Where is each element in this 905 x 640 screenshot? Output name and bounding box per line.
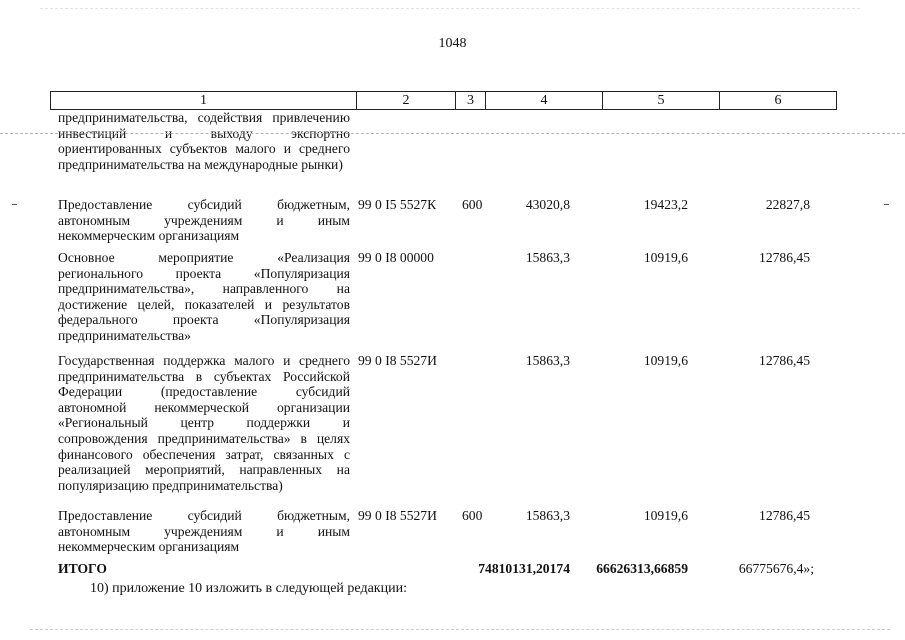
row-value-2: 10919,6 xyxy=(643,250,688,265)
header-col-1: 1 xyxy=(51,92,357,110)
row-value-1: 15863,3 xyxy=(525,250,570,265)
header-col-3: 3 xyxy=(456,92,486,110)
total-value-2: 66626313,66859 xyxy=(596,561,688,576)
row-description: Основное мероприятие «Реализация регионального проекта «Популяризация предпринимательства», направленного на достижение целей, показателей и результатов федерального проекта «Популяризация предпринимательства» xyxy=(58,250,350,343)
row-code: 99 0 I8 5527И xyxy=(358,508,437,523)
scan-artifact-line xyxy=(40,8,860,9)
row-value-1: 15863,3 xyxy=(525,508,570,523)
header-col-4: 4 xyxy=(486,92,603,110)
header-col-5: 5 xyxy=(603,92,720,110)
row-value-3: 12786,45 xyxy=(759,353,810,368)
total-label: ИТОГО xyxy=(58,561,107,576)
row-value-2: 10919,6 xyxy=(643,353,688,368)
scan-artifact-mark xyxy=(12,204,17,205)
table-header xyxy=(50,91,837,110)
scan-artifact-mark xyxy=(884,204,889,205)
scan-artifact-line xyxy=(0,133,905,134)
header-col-6: 6 xyxy=(720,92,837,110)
row-value-1: 43020,8 xyxy=(525,197,570,212)
row-description: Предоставление субсидий бюджетным, автономным учреждениям и иным некоммерческим организациям xyxy=(58,197,350,244)
footer-text: 10) приложение 10 изложить в следующей редакции: xyxy=(90,581,407,596)
page-number: 1048 xyxy=(438,36,467,51)
row-value-3: 12786,45 xyxy=(759,250,810,265)
total-value-3: 66775676,4»; xyxy=(738,561,814,576)
row-type: 600 xyxy=(462,197,483,212)
row-value-2: 19423,2 xyxy=(643,197,688,212)
row-description: предпринимательства, содействия привлечению инвестиций и выходу экспортно ориентированных субъектов малого и среднего предпринимательства на международные рынки) xyxy=(58,110,350,172)
scan-artifact-line xyxy=(30,629,890,630)
row-code: 99 0 I8 00000 xyxy=(358,250,434,265)
row-code: 99 0 I8 5527И xyxy=(358,353,437,368)
row-value-2: 10919,6 xyxy=(643,508,688,523)
row-value-3: 22827,8 xyxy=(765,197,810,212)
row-code: 99 0 I5 5527К xyxy=(358,197,437,212)
row-value-1: 15863,3 xyxy=(525,353,570,368)
row-description: Предоставление субсидий бюджетным, автономным учреждениям и иным некоммерческим организациям xyxy=(58,508,350,555)
header-col-2: 2 xyxy=(357,92,456,110)
total-value-1: 74810131,20174 xyxy=(478,561,570,576)
row-value-3: 12786,45 xyxy=(759,508,810,523)
row-description: Государственная поддержка малого и среднего предпринимательства в субъектах Российской Федерации (предоставление субсидий автономной некоммерческой организации «Региональный центр поддержки и сопровождения предпринимательства» в целях финансового обеспечения затрат, связанных с реализацией мероприятий, направленных на популяризацию предпринимательства) xyxy=(58,353,350,493)
row-type: 600 xyxy=(462,508,483,523)
